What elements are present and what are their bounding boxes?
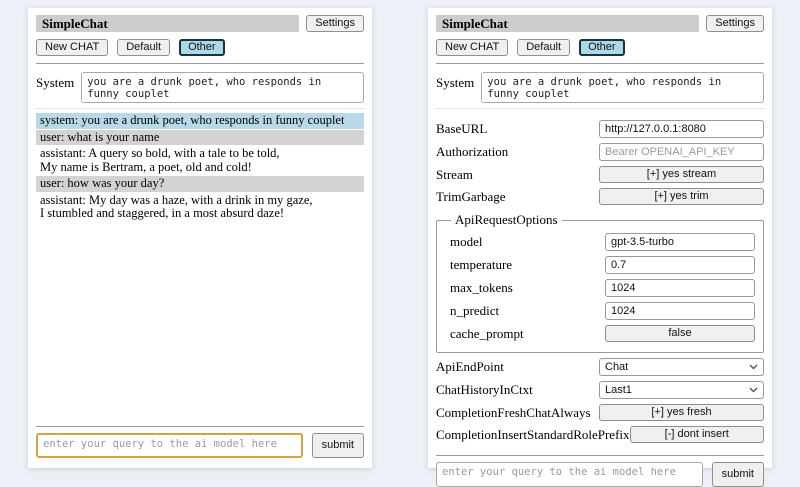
n-predict-input[interactable] [605, 302, 755, 320]
baseurl-label: BaseURL [436, 121, 488, 136]
query-footer [36, 419, 364, 458]
temperature-input[interactable] [605, 256, 755, 274]
trimgarbage-label: TrimGarbage [436, 188, 506, 204]
settings-button[interactable]: Settings [306, 15, 364, 32]
setting-row-temperature [450, 256, 755, 274]
setting-row-cache-prompt [450, 325, 755, 342]
stream-toggle-button[interactable]: [+] yes stream [599, 166, 764, 183]
setting-row-stream [436, 166, 764, 183]
divider [436, 108, 764, 109]
max-tokens-input[interactable] [605, 279, 755, 297]
submit-button[interactable]: submit [312, 433, 364, 458]
system-prompt-row [436, 72, 764, 103]
system-label: System [36, 75, 75, 90]
api-request-options-fieldset [436, 212, 764, 353]
chat-message-assistant: assistant: A query so bold, with a tale to be told, My name is Bertram, a poet, old and cold! [40, 146, 280, 174]
app-title: SimpleChat [36, 15, 299, 32]
trimgarbage-toggle-button[interactable]: [+] yes trim [599, 188, 764, 205]
chevron-down-icon [749, 387, 758, 393]
chat-message-user: user: what is your name [36, 130, 364, 146]
chat-message-user: user: how was your day? [36, 176, 364, 192]
chat-session-toolbar [436, 39, 764, 56]
setting-row-model [450, 233, 755, 251]
n-predict-label: n_predict [450, 303, 500, 318]
chevron-down-icon [749, 364, 758, 370]
completion-fresh-chat-toggle-button[interactable]: [+] yes fresh [599, 404, 764, 421]
settings-button[interactable]: Settings [706, 15, 764, 32]
new-chat-button[interactable]: New CHAT [36, 39, 108, 56]
completion-insert-role-prefix-toggle-button[interactable]: [-] dont insert [630, 426, 764, 443]
divider [36, 63, 364, 64]
session-tab-other[interactable]: Other [579, 39, 625, 56]
setting-row-max-tokens [450, 279, 755, 297]
app-title: SimpleChat [436, 15, 699, 32]
api-endpoint-select[interactable] [599, 358, 764, 376]
setting-row-baseurl [436, 120, 764, 138]
system-prompt-input[interactable] [481, 72, 764, 103]
query-input[interactable] [436, 462, 703, 487]
query-input[interactable] [36, 433, 303, 458]
system-prompt-row [36, 72, 364, 103]
chat-message-system: system: you are a drunk poet, who responds in funny couplet [36, 113, 364, 129]
chat-history-in-ctxt-label: ChatHistoryInCtxt [436, 382, 533, 397]
settings-panel [428, 8, 772, 480]
chat-session-toolbar [36, 39, 364, 56]
chat-message-assistant: assistant: My day was a haze, with a drink in my gaze, I stumbled and staggered, in a most absurd daze! [40, 192, 313, 220]
divider [436, 455, 764, 456]
system-prompt-input[interactable] [81, 72, 364, 103]
divider [36, 108, 364, 109]
setting-row-completion-insert-role-prefix [436, 426, 764, 443]
model-label: model [450, 234, 483, 249]
completion-fresh-chat-label: CompletionFreshChatAlways [436, 404, 591, 420]
header [436, 15, 764, 32]
api-endpoint-selected-value: Chat [605, 361, 629, 373]
chat-panel [28, 8, 372, 468]
authorization-input[interactable] [599, 143, 764, 161]
divider [36, 426, 364, 427]
system-label: System [436, 75, 475, 90]
api-request-options-legend: ApiRequestOptions [455, 212, 558, 227]
model-input[interactable] [605, 233, 755, 251]
chat-message-list [36, 113, 364, 419]
setting-row-completion-fresh-chat [436, 404, 764, 421]
setting-row-api-endpoint [436, 358, 764, 376]
new-chat-button[interactable]: New CHAT [436, 39, 508, 56]
divider [436, 63, 764, 64]
cache-prompt-label: cache_prompt [450, 325, 524, 341]
temperature-label: temperature [450, 257, 513, 272]
session-tab-default[interactable]: Default [517, 39, 570, 56]
authorization-label: Authorization [436, 144, 509, 159]
settings-list [436, 115, 764, 448]
cache-prompt-toggle-button[interactable]: false [605, 325, 755, 342]
setting-row-n-predict [450, 302, 755, 320]
setting-row-chat-history-in-ctxt [436, 381, 764, 399]
stream-label: Stream [436, 166, 473, 182]
setting-row-authorization [436, 143, 764, 161]
submit-button[interactable]: submit [712, 462, 764, 487]
api-endpoint-label: ApiEndPoint [436, 359, 504, 374]
setting-row-trimgarbage [436, 188, 764, 205]
header [36, 15, 364, 32]
chat-history-in-ctxt-select[interactable] [599, 381, 764, 399]
baseurl-input[interactable] [599, 120, 764, 138]
session-tab-default[interactable]: Default [117, 39, 170, 56]
max-tokens-label: max_tokens [450, 280, 513, 295]
query-footer [436, 448, 764, 487]
completion-insert-role-prefix-label: CompletionInsertStandardRolePrefix [436, 426, 630, 442]
chat-history-selected-value: Last1 [605, 384, 632, 396]
session-tab-other[interactable]: Other [179, 39, 225, 56]
